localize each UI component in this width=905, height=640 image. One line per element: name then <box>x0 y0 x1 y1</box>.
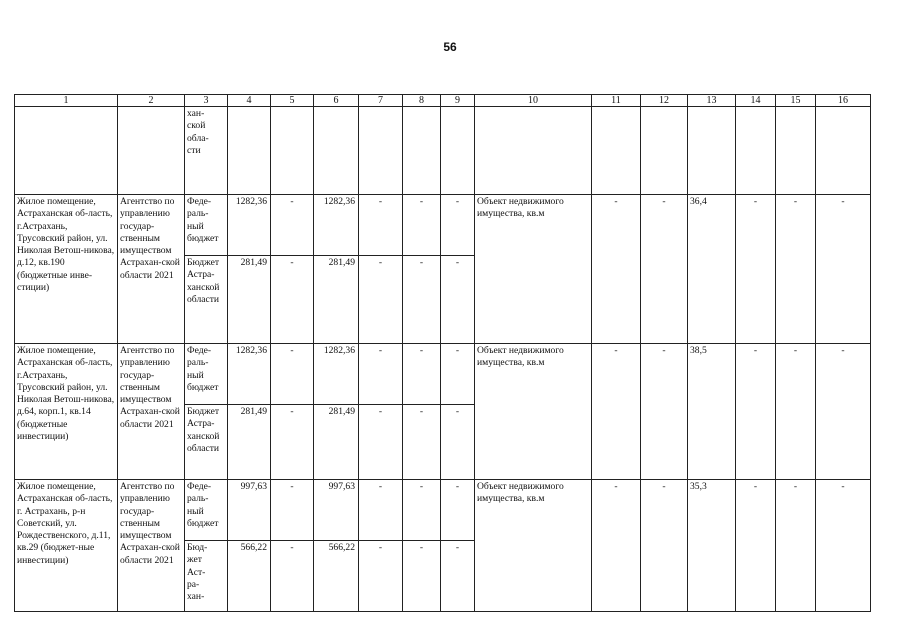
value-cell: - <box>441 405 475 480</box>
amount-cell: 566,22 <box>314 541 359 612</box>
header-cell: 8 <box>403 95 441 107</box>
continuation-row <box>15 107 871 195</box>
value-cell: - <box>441 541 475 612</box>
agency-cell: Агентство по управлению государ-ственным имуществом Астрахан-ской области 2021 <box>118 195 185 344</box>
value-cell: - <box>359 344 403 405</box>
value-cell: - <box>403 256 441 344</box>
value-cell: - <box>403 195 441 256</box>
value-cell: - <box>736 195 776 344</box>
header-cell: 12 <box>641 95 688 107</box>
object-name-cell: Жилое помещение, Астраханская об-ласть, г. Астрахань, р-н Советский, ул. Рождественского, д.11, кв.29 (бюджет-ные инвестиции) <box>15 480 118 612</box>
cell <box>403 107 441 195</box>
value-cell: - <box>359 195 403 256</box>
value-cell: - <box>816 195 871 344</box>
amount-cell: 1282,36 <box>314 195 359 256</box>
budget-table <box>14 94 871 612</box>
cell <box>475 107 592 195</box>
value-cell: - <box>736 480 776 612</box>
object-name-cell: Жилое помещение, Астраханская об-ласть, г.Астрахань, Трусовский район, ул. Николая Ветош-никова, д.12, кв.190 (бюджетные инве-стиции) <box>15 195 118 344</box>
table-row <box>15 480 871 541</box>
value-cell: - <box>441 480 475 541</box>
amount-cell: 281,49 <box>228 405 271 480</box>
value-cell: - <box>592 480 641 612</box>
amount-cell: 281,49 <box>228 256 271 344</box>
value-cell: - <box>359 480 403 541</box>
value-cell: - <box>776 195 816 344</box>
cell <box>592 107 641 195</box>
header-row <box>15 95 871 107</box>
cell <box>688 107 736 195</box>
result-value-cell: 36,4 <box>688 195 736 344</box>
header-cell: 4 <box>228 95 271 107</box>
value-cell: - <box>403 405 441 480</box>
value-cell: - <box>816 480 871 612</box>
cell <box>228 107 271 195</box>
header-cell: 11 <box>592 95 641 107</box>
value-cell: - <box>403 541 441 612</box>
result-description-cell: Объект недвижимого имущества, кв.м <box>475 344 592 480</box>
amount-cell: 997,63 <box>314 480 359 541</box>
value-cell: - <box>441 256 475 344</box>
cell <box>736 107 776 195</box>
value-cell: - <box>776 480 816 612</box>
value-cell: - <box>776 344 816 480</box>
agency-cell: Агентство по управлению государ-ственным имуществом Астрахан-ской области 2021 <box>118 480 185 612</box>
cell <box>15 107 118 195</box>
value-cell: - <box>403 480 441 541</box>
amount-cell: 1282,36 <box>228 195 271 256</box>
amount-cell: 566,22 <box>228 541 271 612</box>
funding-source-cell: Бюд- жет Аст- ра- хан- <box>185 541 228 612</box>
value-cell: - <box>736 344 776 480</box>
amount-cell: 281,49 <box>314 256 359 344</box>
header-cell: 6 <box>314 95 359 107</box>
value-cell: - <box>592 344 641 480</box>
table-body <box>15 95 871 612</box>
page-number: 56 <box>443 40 457 54</box>
cell <box>118 107 185 195</box>
result-value-cell: 38,5 <box>688 344 736 480</box>
amount-cell: 1282,36 <box>228 344 271 405</box>
header-cell: 14 <box>736 95 776 107</box>
header-cell: 10 <box>475 95 592 107</box>
funding-source-cell: Бюджет Астра- ханской области <box>185 256 228 344</box>
value-cell: - <box>271 541 314 612</box>
funding-source-cell: Феде- раль- ный бюджет <box>185 344 228 405</box>
amount-cell: 1282,36 <box>314 344 359 405</box>
header-cell: 13 <box>688 95 736 107</box>
cell <box>441 107 475 195</box>
amount-cell: 281,49 <box>314 405 359 480</box>
result-description-cell: Объект недвижимого имущества, кв.м <box>475 480 592 612</box>
table-row <box>15 344 871 405</box>
funding-source-cell: Феде- раль- ный бюджет <box>185 480 228 541</box>
cell <box>641 107 688 195</box>
value-cell: - <box>271 480 314 541</box>
value-cell: - <box>271 195 314 256</box>
value-cell: - <box>592 195 641 344</box>
header-cell: 5 <box>271 95 314 107</box>
value-cell: - <box>441 344 475 405</box>
object-name-cell: Жилое помещение, Астраханская об-ласть, г.Астрахань, Трусовский район, ул. Николая Ветош-никова, д.64, корп.1, кв.14 (бюджетные инвестиции) <box>15 344 118 480</box>
value-cell: - <box>641 480 688 612</box>
cell <box>776 107 816 195</box>
header-cell: 16 <box>816 95 871 107</box>
amount-cell: 997,63 <box>228 480 271 541</box>
value-cell: - <box>403 344 441 405</box>
agency-cell: Агентство по управлению государ-ственным имуществом Астрахан-ской области 2021 <box>118 344 185 480</box>
header-cell: 9 <box>441 95 475 107</box>
cell <box>816 107 871 195</box>
result-value-cell: 35,3 <box>688 480 736 612</box>
value-cell: - <box>359 541 403 612</box>
value-cell: - <box>441 195 475 256</box>
value-cell: - <box>641 344 688 480</box>
header-cell: 2 <box>118 95 185 107</box>
value-cell: - <box>641 195 688 344</box>
result-description-cell: Объект недвижимого имущества, кв.м <box>475 195 592 344</box>
value-cell: - <box>359 256 403 344</box>
header-cell: 7 <box>359 95 403 107</box>
continuation-source-cell: хан- ской обла- сти <box>185 107 228 195</box>
cell <box>359 107 403 195</box>
cell <box>314 107 359 195</box>
value-cell: - <box>271 405 314 480</box>
cell <box>271 107 314 195</box>
value-cell: - <box>816 344 871 480</box>
header-cell: 3 <box>185 95 228 107</box>
value-cell: - <box>271 344 314 405</box>
value-cell: - <box>359 405 403 480</box>
header-cell: 15 <box>776 95 816 107</box>
value-cell: - <box>271 256 314 344</box>
funding-source-cell: Феде- раль- ный бюджет <box>185 195 228 256</box>
table-row <box>15 195 871 256</box>
header-cell: 1 <box>15 95 118 107</box>
funding-source-cell: Бюджет Астра- ханской области <box>185 405 228 480</box>
